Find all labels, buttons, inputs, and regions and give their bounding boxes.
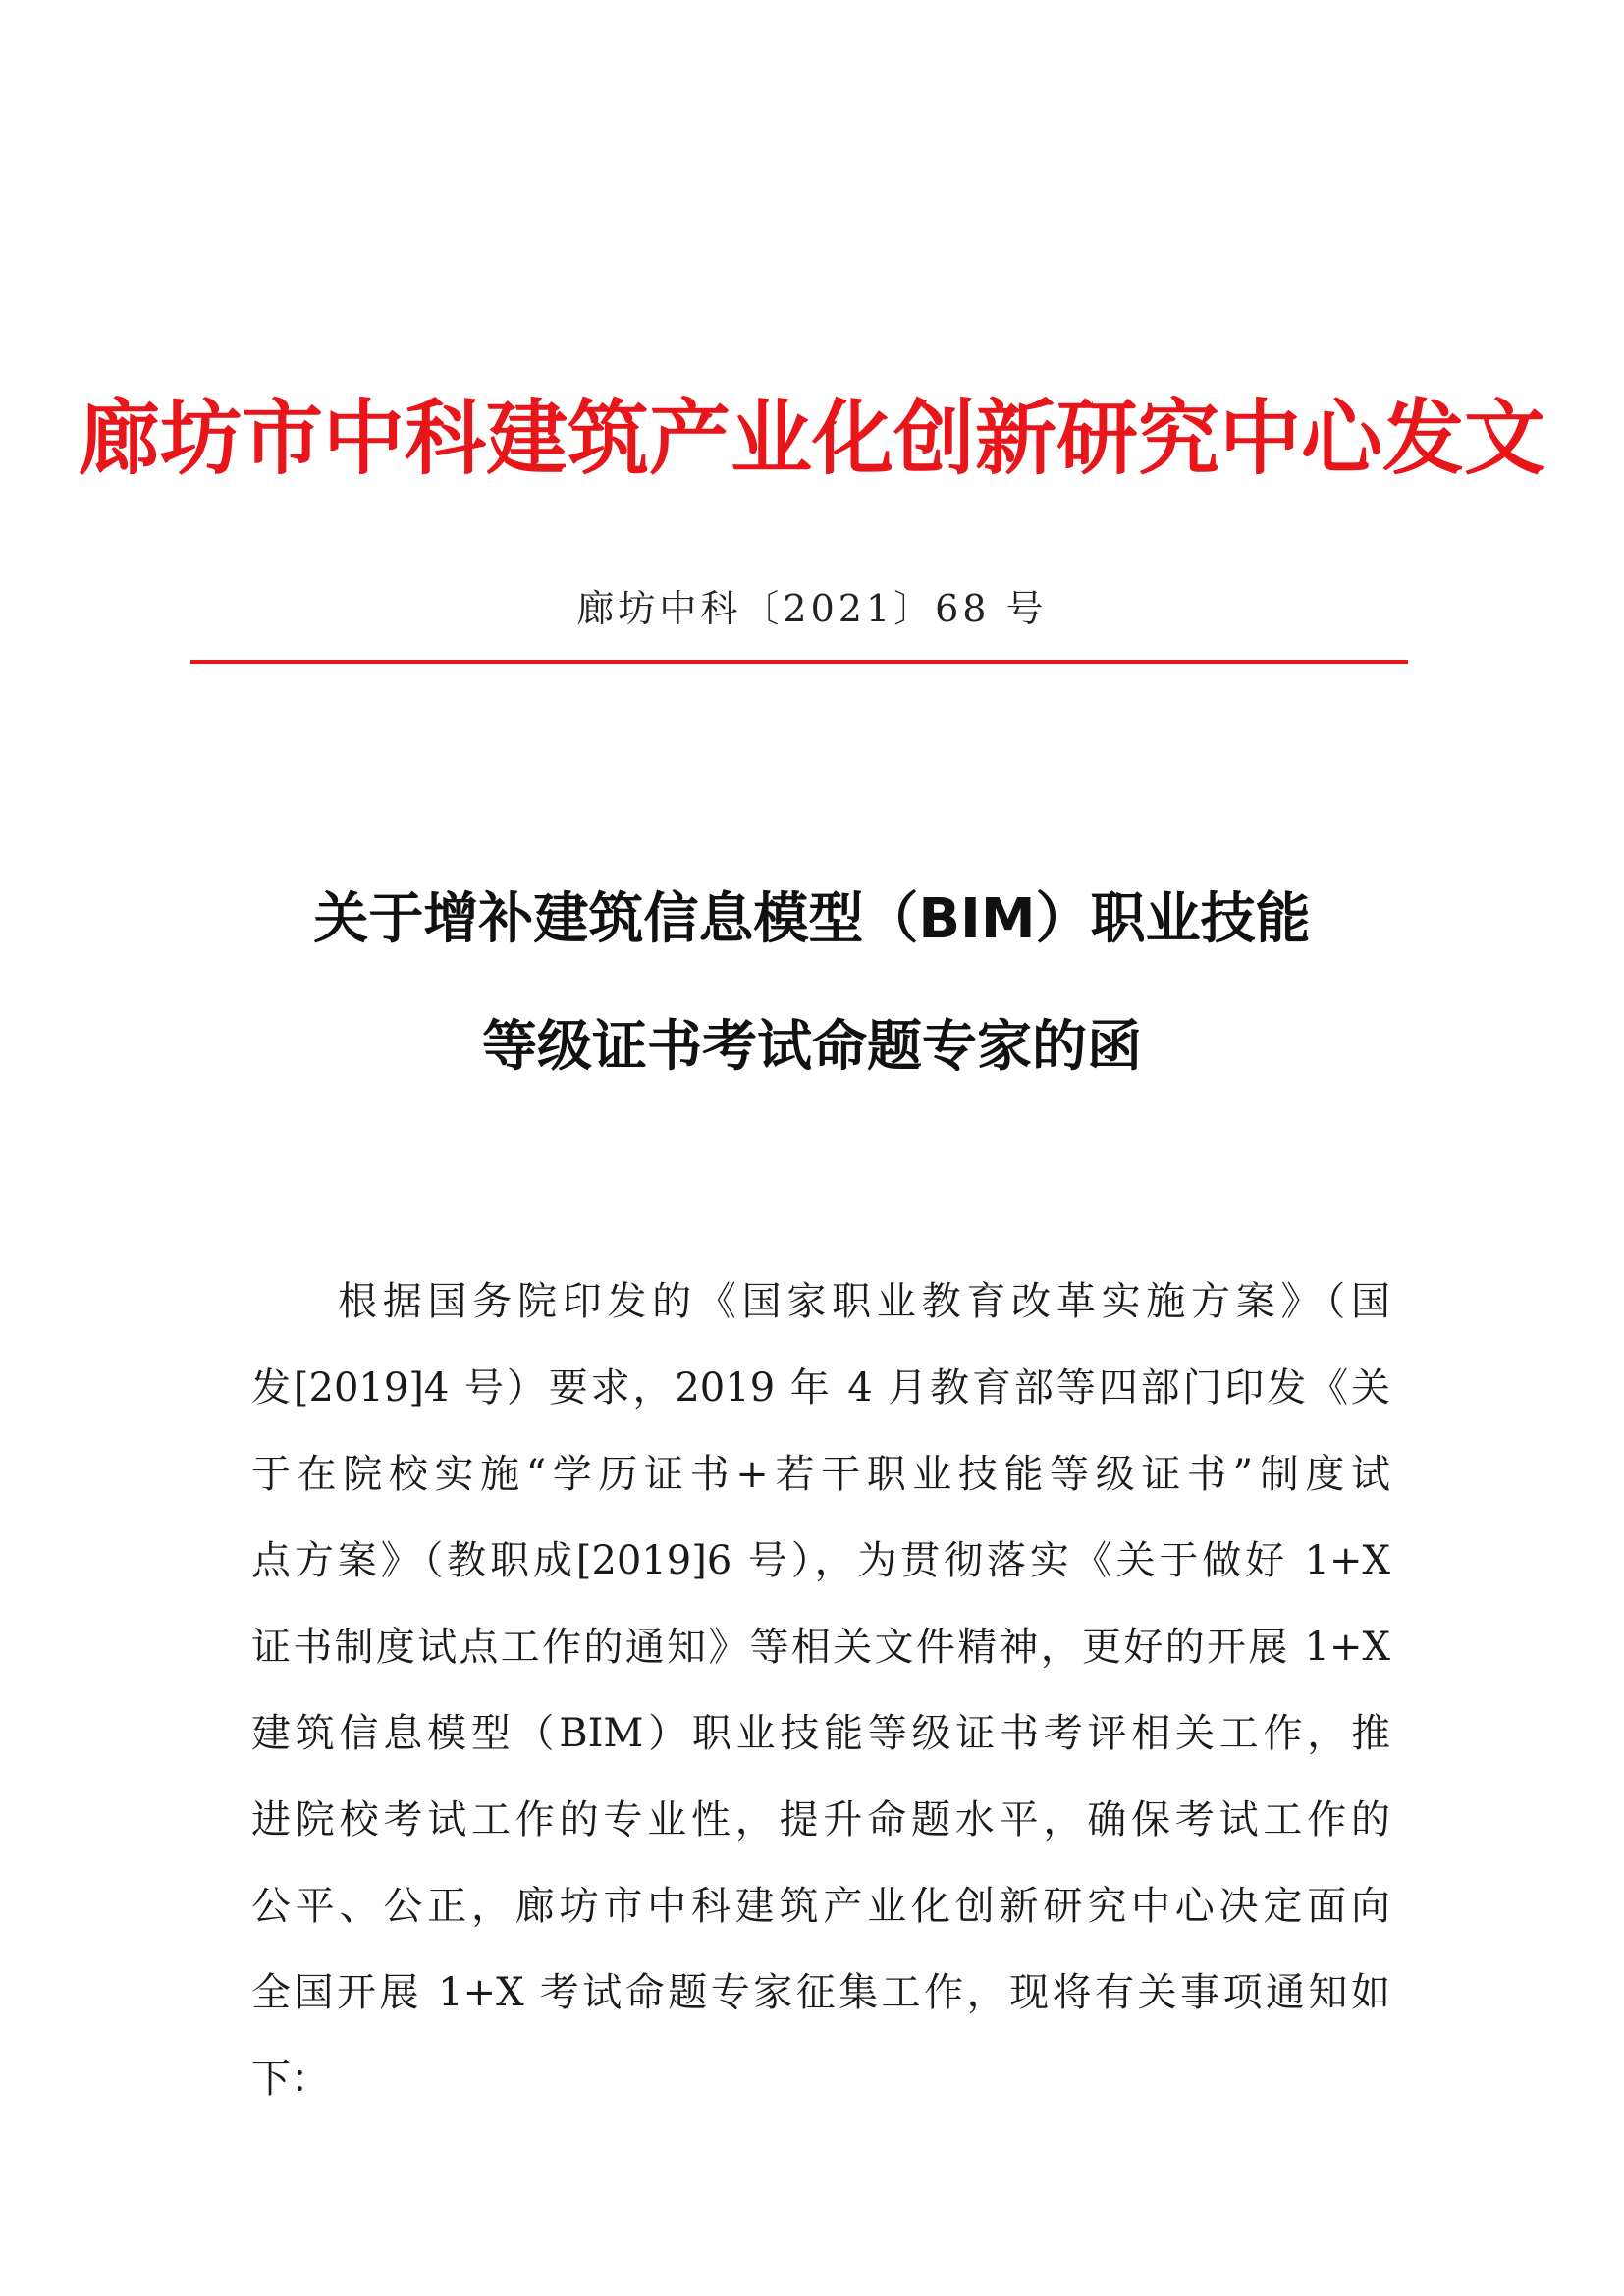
red-divider-line <box>190 660 1408 664</box>
subject-title-line-2: 等级证书考试命题专家的函 <box>482 1015 1142 1079</box>
subject-title-line-1: 关于增补建筑信息模型（BIM）职业技能 <box>313 887 1311 951</box>
document-number: 廊坊中科〔2021〕68 号 <box>576 587 1048 630</box>
body-line: 点方案》（教职成[2019]6 号），为贯彻落实《关于做好 1+X <box>251 1538 1390 1583</box>
body-line: 于在院校实施“学历证书+若干职业技能等级证书”制度试 <box>251 1452 1390 1497</box>
body-line: 根据国务院印发的《国家职业教育改革实施方案》（国 <box>338 1279 1390 1324</box>
body-line: 进院校考试工作的专业性，提升命题水平，确保考试工作的 <box>251 1797 1390 1842</box>
subject-title <box>0 856 1624 1111</box>
body-line: 证书制度试点工作的通知》等相关文件精神，更好的开展 1+X <box>251 1625 1390 1670</box>
body-line: 全国开展 1+X 考试命题专家征集工作，现将有关事项通知如 <box>251 1970 1390 2015</box>
body-line: 公平、公正，廊坊市中科建筑产业化创新研究中心决定面向 <box>251 1884 1390 1929</box>
body-line: 发[2019]4 号）要求，2019 年 4 月教育部等四部门印发《关 <box>251 1365 1390 1411</box>
body-line: 下： <box>251 2056 330 2102</box>
issuer-title: 廊坊市中科建筑产业化创新研究中心发文 <box>79 391 1545 486</box>
body-paragraph <box>251 1258 1390 2122</box>
body-line: 建筑信息模型（BIM）职业技能等级证书考评相关工作，推 <box>251 1711 1390 1756</box>
